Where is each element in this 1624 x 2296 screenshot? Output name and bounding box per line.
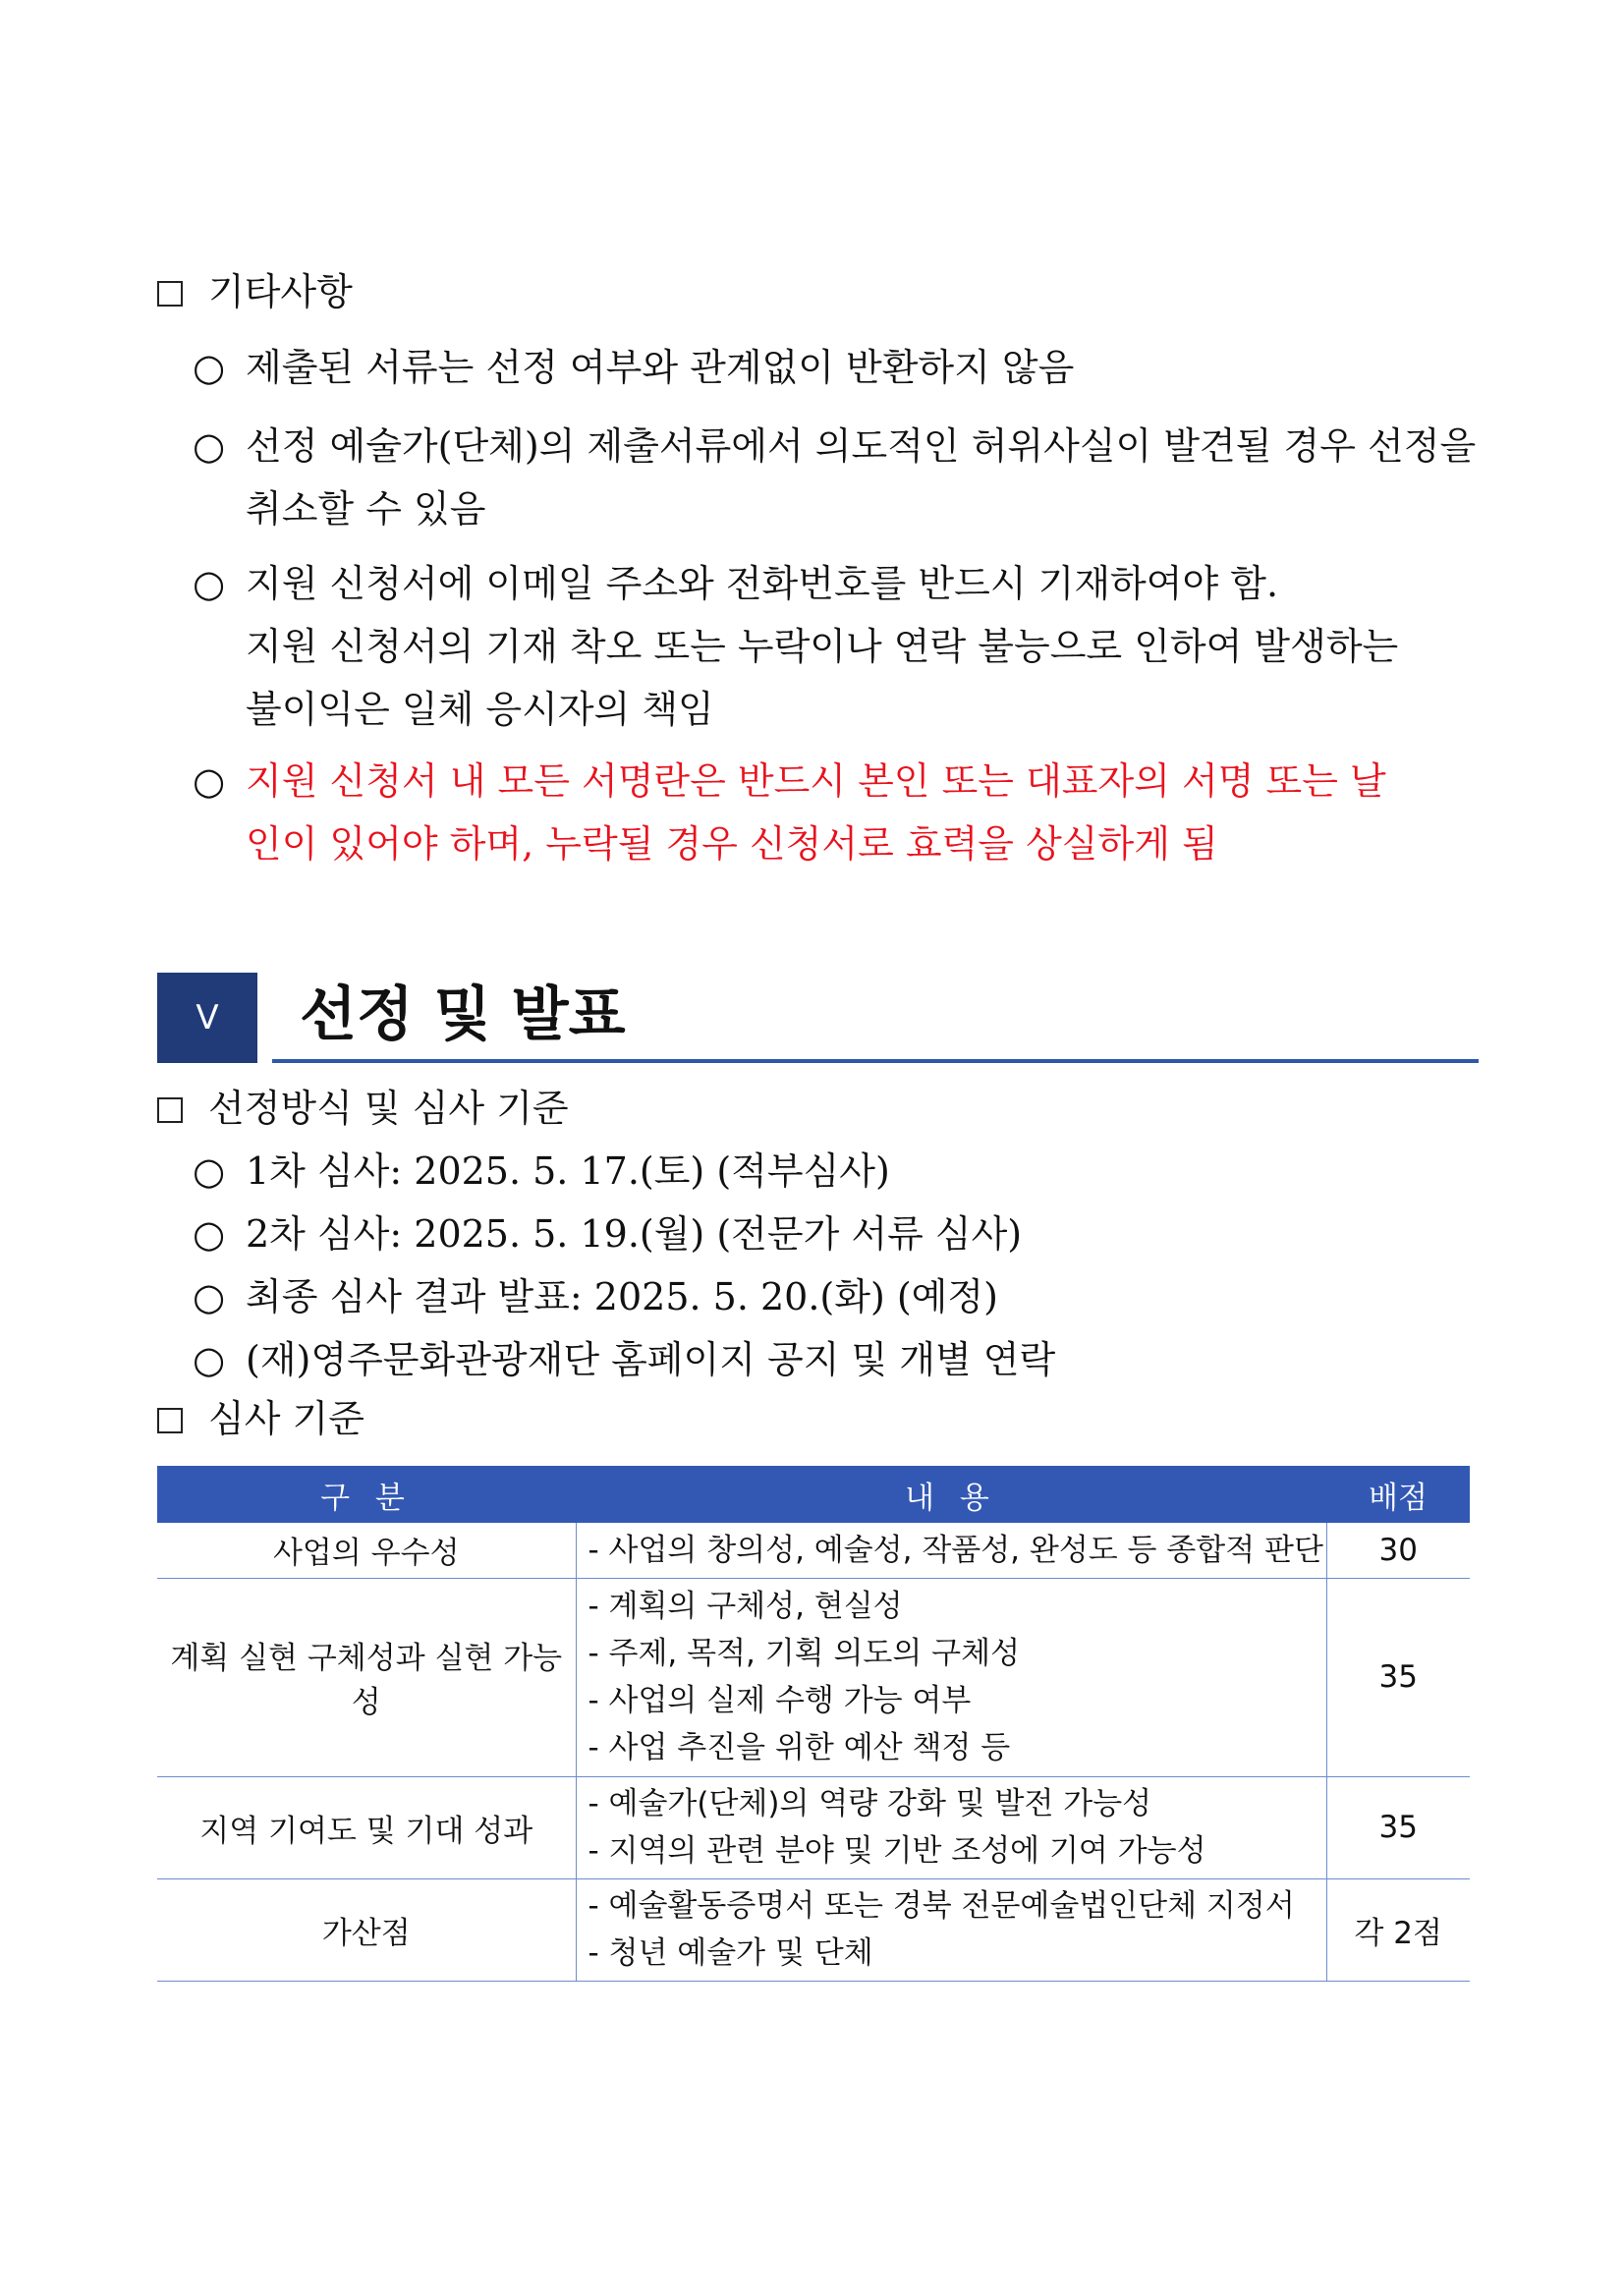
selection-item: ○ (재)영주문화관광재단 홈페이지 공지 및 개별 연락 [193, 1328, 1055, 1391]
content-cell [576, 1878, 1326, 1981]
content-item: - 예술활동증명서 또는 경북 전문예술법인단체 지정서 [588, 1888, 1295, 1924]
content-item: - 지역의 관련 분야 및 기반 조성에 기여 가능성 [588, 1833, 1206, 1869]
selection-item: ○ 1차 심사: 2025. 5. 17.(토) (적부심사) [193, 1140, 1055, 1203]
square-bullet-icon [157, 281, 183, 307]
other-item-4-line-1: 지원 신청서 내 모든 서명란은 반드시 본인 또는 대표자의 서명 또는 날 [246, 759, 1386, 803]
other-item-4 [193, 750, 1386, 875]
column-header: 구 분 [157, 1466, 576, 1523]
other-item-3-line-3: 불이익은 일체 응시자의 책임 [246, 688, 714, 731]
selection-heading: 선정방식 및 심사 기준 [157, 1077, 569, 1140]
circle-bullet-icon: ○ [193, 759, 226, 803]
content-item: - 예술가(단체)의 역량 강화 및 발전 가능성 [588, 1786, 1152, 1821]
circle-bullet-icon: ○ [193, 1275, 226, 1318]
category-cell: 사업의 우수성 [157, 1523, 576, 1578]
selection-item: ○ 최종 심사 결과 발표: 2025. 5. 20.(화) (예정) [193, 1265, 1055, 1328]
section-title-rule [272, 1059, 1479, 1063]
circle-bullet-icon: ○ [193, 1149, 226, 1193]
other-item-1 [193, 336, 1074, 399]
content-cell [576, 1578, 1326, 1776]
other-heading: 기타사항 [157, 260, 353, 323]
category-cell: 가산점 [157, 1878, 576, 1981]
content-cell [576, 1523, 1326, 1578]
score-cell: 30 [1326, 1523, 1470, 1578]
content-item: - 계획의 구체성, 현실성 [588, 1589, 903, 1624]
content-item: - 사업의 실제 수행 가능 여부 [588, 1683, 972, 1718]
other-item-1-line-1: 제출된 서류는 선정 여부와 관계없이 반환하지 않음 [246, 346, 1075, 389]
table-row [157, 1578, 1470, 1776]
other-item-3-line-1: 지원 신청서에 이메일 주소와 전화번호를 반드시 기재하여야 함. [246, 562, 1279, 605]
other-item-2-line-2: 취소할 수 있음 [246, 487, 486, 531]
table-row [157, 1523, 1470, 1578]
content-item: - 사업 추진을 위한 예산 책정 등 [588, 1730, 1011, 1765]
score-cell: 각 2점 [1326, 1878, 1470, 1981]
square-bullet-icon [157, 1408, 183, 1433]
circle-bullet-icon: ○ [193, 346, 226, 389]
section-title: 선정 및 발표 [300, 980, 626, 1049]
section-number-box: V [157, 973, 257, 1063]
selection-list [193, 1140, 1055, 1391]
criteria-heading: 심사 기준 [157, 1387, 364, 1450]
other-item-2-line-1: 선정 예술가(단체)의 제출서류에서 의도적인 허위사실이 발견될 경우 선정을 [246, 424, 1477, 468]
other-item-2 [193, 415, 1476, 540]
table-row [157, 1776, 1470, 1878]
column-header: 배점 [1326, 1466, 1470, 1523]
category-cell: 계획 실현 구체성과 실현 가능성 [157, 1578, 576, 1776]
score-cell: 35 [1326, 1776, 1470, 1878]
column-header: 내 용 [576, 1466, 1326, 1523]
square-bullet-icon [157, 1097, 183, 1123]
circle-bullet-icon: ○ [193, 1212, 226, 1256]
category-cell: 지역 기여도 및 기대 성과 [157, 1776, 576, 1878]
content-item: - 주제, 목적, 기획 의도의 구체성 [588, 1636, 1021, 1671]
content-item: - 청년 예술가 및 단체 [588, 1935, 873, 1971]
circle-bullet-icon: ○ [193, 424, 226, 468]
content-cell [576, 1776, 1326, 1878]
other-item-3 [193, 552, 1398, 741]
criteria-table [157, 1466, 1470, 1982]
other-item-4-line-2: 인이 있어야 하며, 누락될 경우 신청서로 효력을 상실하게 됨 [246, 822, 1218, 866]
table-row [157, 1878, 1470, 1981]
other-item-3-line-2: 지원 신청서의 기재 착오 또는 누락이나 연락 불능으로 인하여 발생하는 [246, 625, 1399, 668]
circle-bullet-icon: ○ [193, 1338, 226, 1381]
selection-item: ○ 2차 심사: 2025. 5. 19.(월) (전문가 서류 심사) [193, 1203, 1055, 1265]
circle-bullet-icon: ○ [193, 562, 226, 605]
score-cell: 35 [1326, 1578, 1470, 1776]
content-item: - 사업의 창의성, 예술성, 작품성, 완성도 등 종합적 판단 [588, 1532, 1323, 1568]
table-header-row [157, 1466, 1470, 1523]
